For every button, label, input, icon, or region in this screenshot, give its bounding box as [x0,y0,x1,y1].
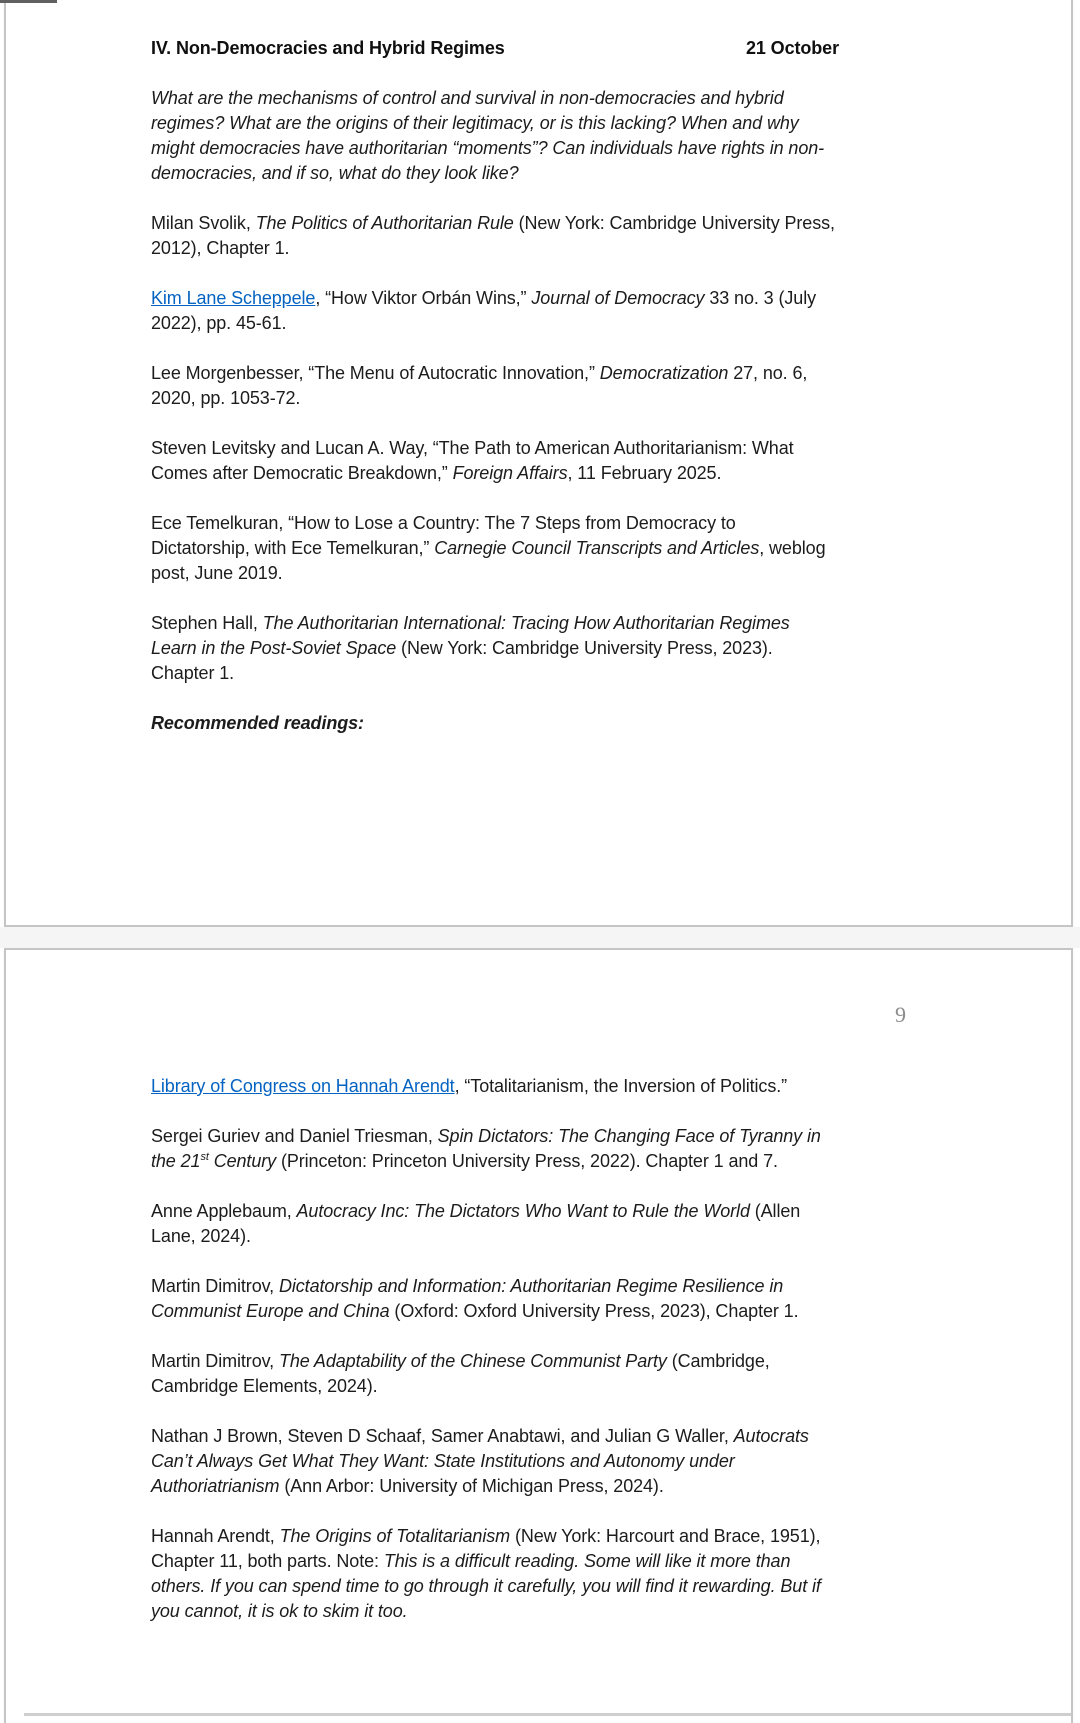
text-run: The Politics of Authoritarian Rule [255,213,514,233]
text-run: Martin Dimitrov, [151,1276,279,1296]
text-run: Sergei Guriev and Daniel Triesman, [151,1126,438,1146]
reading-entry [151,1124,839,1174]
text-run: Steven Levitsky and Lucan A. Way, “The Path to American Authoritarianism: What Comes after Democratic Breakdown,” [151,438,794,483]
reading-entry [151,361,839,411]
hyperlink[interactable]: Kim Lane Scheppele [151,288,316,308]
reading-entry [151,211,839,261]
text-run: Martin Dimitrov, [151,1351,279,1371]
reading-entry [151,436,839,486]
reading-entry [151,1424,839,1499]
text-run: Democratization [599,363,729,383]
reading-entry [151,611,839,686]
reading-entry [151,286,839,336]
page-number: 9 [895,1002,906,1027]
text-run: This is a difficult reading. Some will like it more than others. If you can spend time to go through it carefully, you will find it rewarding. But if you cannot, it is ok to skim it too. [151,1551,821,1621]
reading-entry [151,1074,839,1099]
intro-questions: What are the mechanisms of control and survival in non-democracies and hybrid regimes? What are the origins of their legitimacy, or is this lacking? When and why might democracies have authoritarian “moments”? Can individuals have rights in non-democracies, and if so, what do they look like? [151,88,825,183]
reading-entry [151,1524,839,1624]
text-run: Spin Dictators: The Changing Face of Tyranny in the 21 [151,1126,821,1171]
text-run: Foreign Affairs [452,463,568,483]
hyperlink[interactable]: Library of Congress on Hannah Arendt [151,1076,455,1096]
text-run: (New York: Harcourt and Brace, 1951), Chapter 11, both parts. Note: [151,1526,821,1571]
page1-readings-list [151,211,839,686]
text-run: Journal of Democracy [531,288,705,308]
text-run: , 11 February 2025. [567,463,722,483]
recommended-readings-label: Recommended readings: [151,713,364,733]
text-run: 33 no. 3 (July 2022), pp. 45-61. [151,288,817,333]
page-1 [4,0,1073,927]
reading-entry [151,1349,839,1399]
page-gap [0,927,1080,948]
text-run: , “Totalitarianism, the Inversion of Politics.” [454,1076,788,1096]
text-run: (Allen Lane, 2024). [151,1201,801,1246]
text-run: Nathan J Brown, Steven D Schaaf, Samer Anabtawi, and Julian G Waller, [151,1426,734,1446]
text-run: (New York: Cambridge University Press, 2023). Chapter 1. [151,638,773,683]
section-date: 21 October [745,38,839,58]
text-run: Carnegie Council Transcripts and Articles [434,538,760,558]
reading-entry [151,1274,839,1324]
text-run: (Cambridge, Cambridge Elements, 2024). [151,1351,770,1396]
text-run: Hannah Arendt, [151,1526,280,1546]
text-run: The Origins of Totalitarianism [279,1526,511,1546]
section-title: IV. Non-Democracies and Hybrid Regimes [151,38,505,58]
page-2 [4,948,1073,1723]
text-run: Autocrats Can’t Always Get What They Want: State Institutions and Autonomy under Authoriatrianism [151,1426,809,1496]
text-run: st [200,1151,209,1163]
text-run: Autocracy Inc: The Dictators Who Want to Rule the World [296,1201,750,1221]
text-run: Dictatorship and Information: Authoritarian Regime Resilience in Communist Europe and China [151,1276,784,1321]
text-run: 27, no. 6, 2020, pp. 1053-72. [151,363,808,408]
text-run: (Princeton: Princeton University Press, 2022). Chapter 1 and 7. [276,1151,778,1171]
text-run: Ece Temelkuran, “How to Lose a Country: The 7 Steps from Democracy to Dictatorship, with Ece Temelkuran,” [151,513,736,558]
reading-entry [151,1199,839,1249]
text-run: , weblog post, June 2019. [151,538,826,583]
text-run: Anne Applebaum, [151,1201,297,1221]
bottom-divider [24,1713,1071,1716]
text-run: Century [208,1151,277,1171]
reading-entry [151,511,839,586]
text-run: Milan Svolik, [151,213,256,233]
page-edge-artifact [0,0,57,3]
page2-readings-list [151,1074,839,1624]
text-run: Lee Morgenbesser, “The Menu of Autocratic Innovation,” [151,363,600,383]
text-run: The Authoritarian International: Tracing How Authoritarian Regimes Learn in the Post-Soviet Space [151,613,790,658]
text-run: (Oxford: Oxford University Press, 2023), Chapter 1. [389,1301,799,1321]
text-run: (New York: Cambridge University Press, 2012), Chapter 1. [151,213,835,258]
text-run: , “How Viktor Orbán Wins,” [315,288,532,308]
section-header [151,36,839,61]
text-run: (Ann Arbor: University of Michigan Press, 2024). [279,1476,664,1496]
text-run: Stephen Hall, [151,613,263,633]
text-run: The Adaptability of the Chinese Communist Party [278,1351,667,1371]
